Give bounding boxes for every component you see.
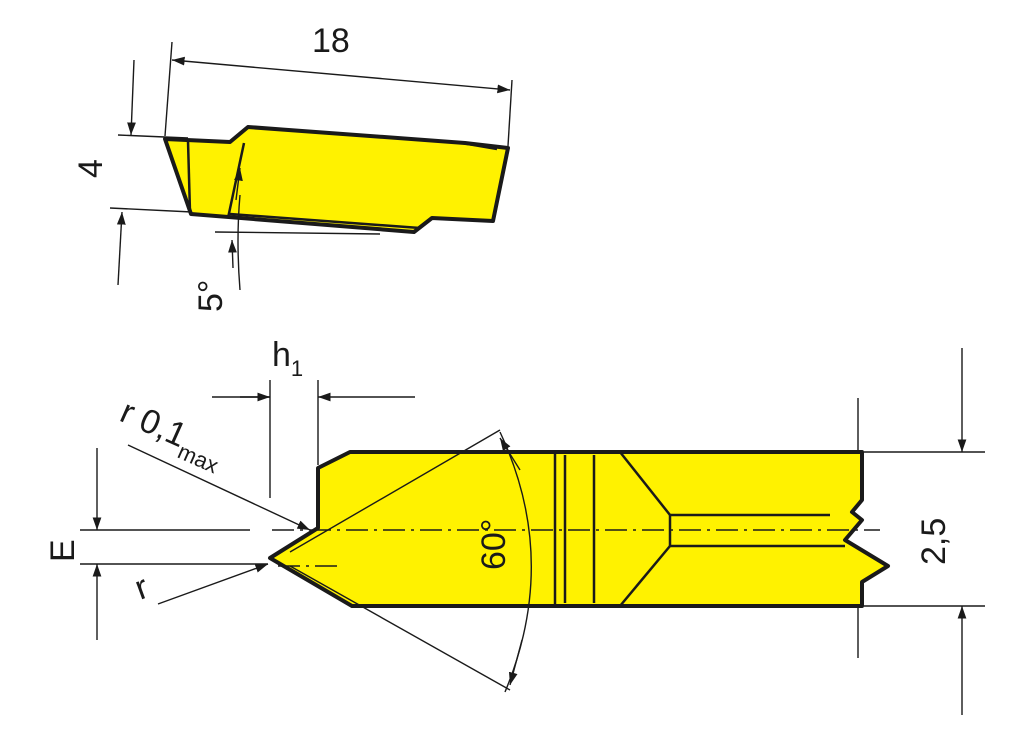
dim-r: r (129, 567, 154, 608)
side-view-insert-body (270, 452, 888, 606)
top-view-insert-body (165, 127, 508, 232)
top-view (72, 22, 512, 312)
dim-height-4: 4 (72, 159, 110, 178)
dim-E: E (44, 539, 82, 562)
dim-tip-angle-60: 60° (475, 518, 513, 570)
dim-angle-5: 5° (192, 279, 230, 312)
dim-radius-max: r $0,1_{max}$ (114, 392, 223, 479)
dim-length-18: 18 (312, 22, 350, 60)
dim-h1: $h_1$ (272, 336, 304, 381)
side-view (44, 336, 985, 715)
dim-width-2-5: 2,5 (915, 517, 953, 565)
